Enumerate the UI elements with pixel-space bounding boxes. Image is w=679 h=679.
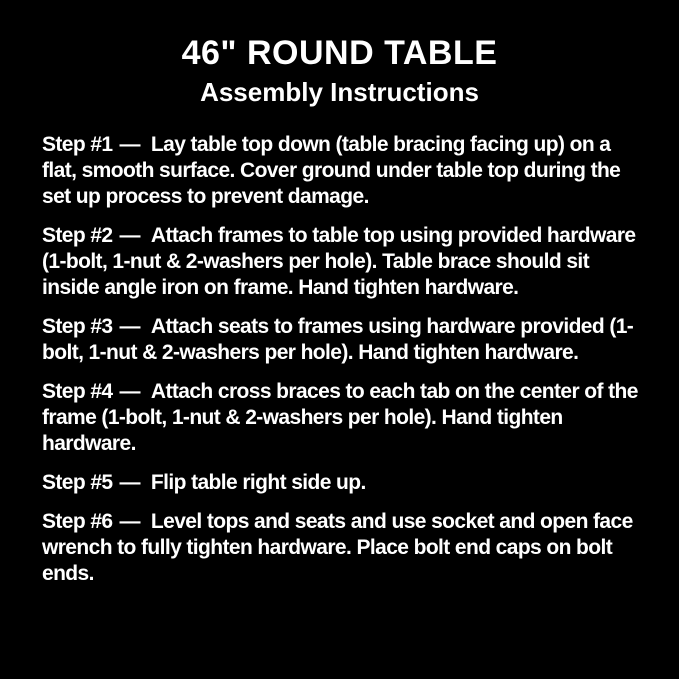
step-text: Attach frames to table top using provided hardware (1-bolt, 1-nut & 2-washers per hole). Table brace should sit inside angle iron on frame. Hand tighten hardware.	[42, 223, 636, 299]
step-label: Step #3	[42, 314, 113, 338]
step-text: Flip table right side up.	[150, 470, 366, 494]
step-text: Lay table top down (table bracing facing up) on a flat, smooth surface. Cover ground under table top during the set up process to prevent damage.	[42, 132, 621, 208]
em-dash: —	[119, 223, 140, 247]
step-text: Level tops and seats and use socket and open face wrench to fully tighten hardware. Place bolt end caps on bolt ends.	[42, 509, 633, 585]
em-dash: —	[119, 132, 140, 156]
step-paragraph-2	[42, 223, 649, 301]
step-text: Attach cross braces to each tab on the center of the frame (1-bolt, 1-nut & 2-washers per hole). Hand tighten hardware.	[42, 379, 638, 455]
page-subtitle: Assembly Instructions	[200, 77, 479, 108]
step-label: Step #4	[42, 379, 113, 403]
step-label: Step #6	[42, 509, 113, 533]
step-label: Step #1	[42, 132, 113, 156]
step-paragraph-4	[42, 379, 649, 457]
step-label: Step #5	[42, 470, 113, 494]
em-dash: —	[119, 314, 140, 338]
em-dash: —	[119, 379, 140, 403]
step-text: Attach seats to frames using hardware provided (1-bolt, 1-nut & 2-washers per hole). Hand tighten hardware.	[42, 314, 634, 364]
em-dash: —	[119, 509, 140, 533]
em-dash: —	[119, 470, 140, 494]
step-paragraph-5	[42, 470, 649, 496]
step-paragraph-6	[42, 509, 649, 587]
steps-list	[42, 132, 649, 587]
page-title: 46" ROUND TABLE	[181, 34, 498, 72]
step-label: Step #2	[42, 223, 113, 247]
step-paragraph-1	[42, 132, 649, 210]
step-paragraph-3	[42, 314, 649, 366]
